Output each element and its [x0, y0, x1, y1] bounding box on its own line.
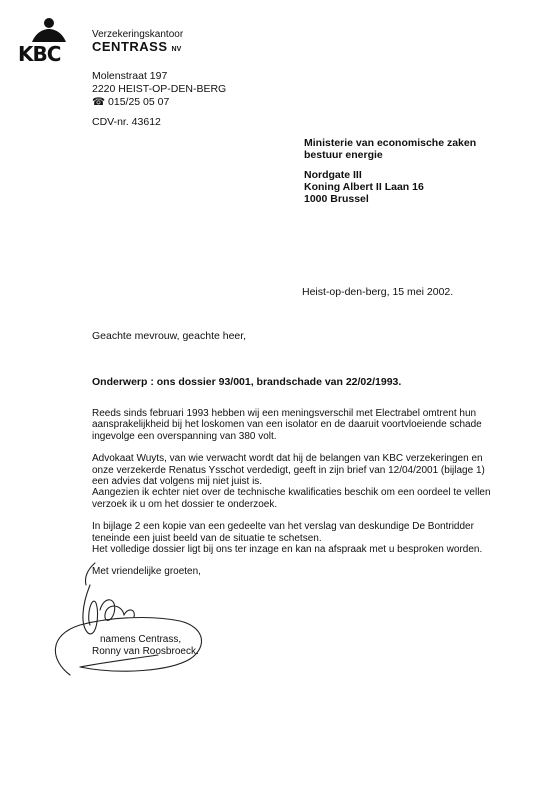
body-paragraph-3: In bijlage 2 een kopie van een gedeelte van het verslag van deskundige De Bontridder teneinde een juist beeld van de situatie te schetsen.	[92, 521, 474, 544]
office-name-line	[92, 41, 183, 56]
office-type: Verzekeringskantoor	[92, 29, 184, 40]
subject-line: Onderwerp : ons dossier 93/001, brandschade van 22/02/1993.	[92, 376, 402, 388]
recipient-line-1: Ministerie van economische zaken	[304, 137, 477, 149]
recipient-address	[304, 137, 476, 205]
kbc-logo-text: KBC	[18, 42, 61, 66]
letter-date: Heist-op-den-berg, 15 mei 2002.	[302, 286, 454, 298]
body-paragraph-3b: Het volledige dossier ligt bij ons ter inzage en kan na afspraak met u besproken worden.	[92, 544, 483, 556]
kbc-logo	[18, 14, 80, 64]
kbc-logo-icon	[18, 14, 80, 44]
sender-phone-line	[92, 96, 226, 109]
body-paragraph-2	[92, 453, 502, 487]
letter-body	[92, 408, 502, 566]
cdv-number: CDV-nr. 43612	[92, 116, 161, 128]
signer-line-2: Ronny van Roosbroeck.	[92, 646, 199, 657]
phone-icon: ☎	[92, 96, 106, 108]
recipient-line-2: bestuur energie	[304, 149, 383, 161]
handwritten-signature	[40, 555, 210, 690]
body-paragraph-2a: Advokaat Wuyts, van wie verwacht wordt dat hij de belangen van KBC verzekeringen en onze verzekerde Renatus Ysschot verdedigt, geeft in zijn brief van 12/04/2001 (bijlage 1) een advies dat volgens mij niet juist is.	[92, 453, 485, 488]
recipient-line-5: 1000 Brussel	[304, 193, 369, 205]
sender-phone: 015/25 05 07	[108, 96, 170, 108]
salutation: Geachte mevrouw, geachte heer,	[92, 330, 247, 342]
sender-address	[92, 70, 226, 109]
body-paragraph-1: Reeds sinds februari 1993 hebben wij een meningsverschil met Electrabel omtrent hun aansprakelijkheid bij het loskomen van een isolator en de daaruit voortvloeiende schade ingevolge een overspanning van 380 volt.	[92, 408, 482, 442]
sender-office	[92, 29, 183, 56]
closing: Met vriendelijke groeten,	[92, 566, 201, 577]
recipient-line-3: Nordgate III	[304, 169, 362, 181]
body-paragraph-2b: Aangezien ik echter niet over de technische kwalificaties beschik om een oordeel te vellen verzoek ik u om het dossier te onderzoek.	[92, 487, 491, 510]
signer-block	[92, 634, 199, 658]
office-suffix: NV	[171, 46, 182, 53]
sender-street: Molenstraat 197	[92, 70, 168, 82]
recipient-line-4: Koning Albert II Laan 16	[304, 181, 424, 193]
office-name: CENTRASS	[92, 39, 168, 54]
sender-city: 2220 HEIST-OP-DEN-BERG	[92, 83, 227, 95]
signer-line-1: namens Centrass,	[100, 634, 182, 645]
